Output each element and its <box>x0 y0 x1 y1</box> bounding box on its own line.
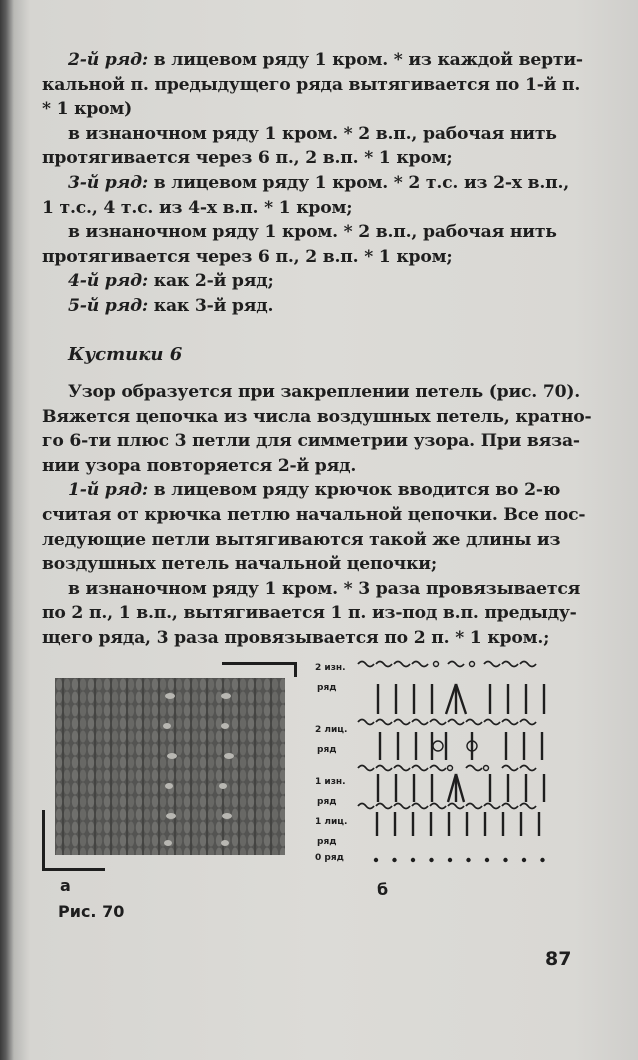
text-line <box>68 122 557 147</box>
line-text: по 2 п., 1 в.п., вытягивается 1 п. из-под в.п. предыду- <box>42 603 577 624</box>
text-line <box>42 626 549 651</box>
dot-mark <box>503 858 507 862</box>
chain-stitch-mark <box>412 662 428 667</box>
row-label: 1-й ряд: <box>68 480 148 501</box>
stitch-mark <box>448 774 456 802</box>
chain-stitch-mark <box>484 804 500 809</box>
crochet-chart <box>300 656 585 876</box>
chart-row-label: ряд <box>317 837 337 847</box>
text-line <box>42 196 352 221</box>
dot-mark <box>411 858 415 862</box>
line-text: * 1 кром) <box>42 99 133 120</box>
chart-row-label: 2 изн. <box>315 663 346 673</box>
chain-stitch-mark <box>394 804 410 809</box>
line-text: считая от крючка петлю начальной цепочки. Все пос- <box>42 505 586 525</box>
chain-stitch-mark <box>502 720 518 725</box>
line-text: Узор образуется при закреплении петель (рис. 70). <box>68 382 581 402</box>
chart-row-label: 1 изн. <box>315 777 346 787</box>
text-line <box>42 601 577 626</box>
text-line <box>42 454 356 479</box>
text-line <box>68 220 557 245</box>
chain-stitch-mark <box>484 662 500 667</box>
row-label: 5-й ряд: <box>68 296 148 316</box>
section-heading: Кустики 6 <box>68 344 183 365</box>
photo-frame-bottom-left <box>42 810 105 871</box>
text-line <box>68 294 273 319</box>
line-text: в изнаночном ряду 1 кром. * 2 в.п., рабочая нить <box>68 123 557 144</box>
chain-stitch-mark <box>448 804 464 809</box>
chain-stitch-mark <box>412 804 428 809</box>
chain-stitch-mark <box>448 720 464 725</box>
text-line <box>68 171 569 196</box>
text-line <box>42 97 132 122</box>
chain-stitch-mark <box>430 804 446 809</box>
chain-stitch-mark <box>520 766 536 771</box>
page-number: 87 <box>545 948 572 970</box>
chain-stitch-mark <box>358 804 374 809</box>
chain-stitch-mark <box>520 662 536 667</box>
dot-mark <box>466 858 470 862</box>
chain-stitch-mark <box>412 766 428 771</box>
chain-stitch-mark <box>376 766 392 771</box>
loop-mark <box>448 766 453 771</box>
dot-mark <box>540 858 544 862</box>
chart-row-label: ряд <box>317 683 337 693</box>
chart-row-label: ряд <box>317 745 337 755</box>
dot-mark <box>485 858 489 862</box>
text-line <box>42 503 585 528</box>
line-text: в изнаночном ряду 1 кром. * 3 раза провязывается <box>68 578 581 599</box>
text-line <box>68 269 274 294</box>
figure-caption: Рис. 70 <box>58 902 125 921</box>
line-text: в лицевом ряду крючок вводится во 2-ю <box>147 480 561 501</box>
text-line <box>42 245 453 270</box>
chain-stitch-mark <box>394 662 410 667</box>
dot-mark <box>429 858 433 862</box>
line-text: кальной п. предыдущего ряда вытягивается по 1-й п. <box>42 74 581 95</box>
text-line <box>42 552 437 577</box>
text-line <box>42 528 560 553</box>
loop-mark <box>433 741 443 751</box>
chain-stitch-mark <box>358 766 374 771</box>
chain-stitch-mark <box>412 720 428 725</box>
chart-row-label: 0 ряд <box>315 853 344 863</box>
chart-row-label: 2 лиц. <box>315 725 348 735</box>
text-line <box>68 48 583 73</box>
dot-mark <box>392 858 396 862</box>
loop-mark <box>434 662 439 667</box>
chain-stitch-mark <box>376 804 392 809</box>
chain-stitch-mark <box>394 720 410 725</box>
chart-row-label: 1 лиц. <box>315 817 348 827</box>
chain-stitch-mark <box>394 766 410 771</box>
line-text: в лицевом ряду 1 кром. * из каждой верти- <box>147 50 583 70</box>
row-label: 2-й ряд: <box>68 50 148 70</box>
dot-mark <box>448 858 452 862</box>
text-line <box>42 73 580 98</box>
chain-stitch-mark <box>376 720 392 725</box>
chain-stitch-mark <box>430 720 446 725</box>
line-text: го 6-ти плюс 3 петли для симметрии узора. При вяза- <box>42 431 580 452</box>
stitch-mark <box>456 774 464 802</box>
dot-mark <box>374 858 378 862</box>
line-text: Вяжется цепочка из числа воздушных петель, кратно- <box>42 406 592 427</box>
line-text: в лицевом ряду 1 кром. * 2 т.с. из 2-х в.п., <box>147 173 570 193</box>
chain-stitch-mark <box>376 662 392 667</box>
line-text: протягивается через 6 п., 2 в.п. * 1 кром; <box>42 246 453 267</box>
row-label: 3-й ряд: <box>68 173 148 193</box>
text-line <box>68 380 580 405</box>
chain-stitch-mark <box>430 766 446 771</box>
text-line <box>42 146 453 171</box>
line-text: щего ряда, 3 раза провязывается по 2 п. * 1 кром.; <box>42 628 550 648</box>
figure-label-b: б <box>377 880 389 899</box>
chain-stitch-mark <box>502 804 518 809</box>
chain-stitch-mark <box>466 804 482 809</box>
row-label: 4-й ряд: <box>68 271 148 292</box>
chain-stitch-mark <box>520 720 536 725</box>
line-text: как 3-й ряд. <box>147 296 274 316</box>
line-text: воздушных петель начальной цепочки; <box>42 554 437 575</box>
loop-mark <box>484 766 489 771</box>
text-line <box>68 577 580 602</box>
stitch-mark <box>456 684 466 714</box>
figure-label-a: а <box>60 876 71 895</box>
chain-stitch-mark <box>358 662 374 667</box>
chart-row-label: ряд <box>317 797 337 807</box>
chain-stitch-mark <box>466 766 482 771</box>
chain-stitch-mark <box>466 720 482 725</box>
chain-stitch-mark <box>520 804 536 809</box>
line-text: в изнаночном ряду 1 кром. * 2 в.п., рабочая нить <box>68 222 557 243</box>
text-line <box>68 478 560 503</box>
chain-stitch-mark <box>484 720 500 725</box>
line-text: нии узора повторяется 2-й ряд. <box>42 455 357 476</box>
chain-stitch-mark <box>448 662 464 667</box>
loop-mark <box>470 662 475 667</box>
line-text: как 2-й ряд; <box>147 271 274 292</box>
chain-stitch-mark <box>502 662 518 667</box>
text-line <box>42 405 591 430</box>
chain-stitch-mark <box>358 720 374 725</box>
chain-stitch-mark <box>502 766 518 771</box>
line-text: ледующие петли вытягиваются такой же длины из <box>42 529 561 550</box>
photo-frame-top-right <box>222 662 297 677</box>
line-text: протягивается через 6 п., 2 в.п. * 1 кром; <box>42 148 453 169</box>
stitch-mark <box>446 684 456 714</box>
line-text: 1 т.с., 4 т.с. из 4-х в.п. * 1 кром; <box>42 197 353 218</box>
dot-mark <box>522 858 526 862</box>
text-line <box>42 429 580 454</box>
